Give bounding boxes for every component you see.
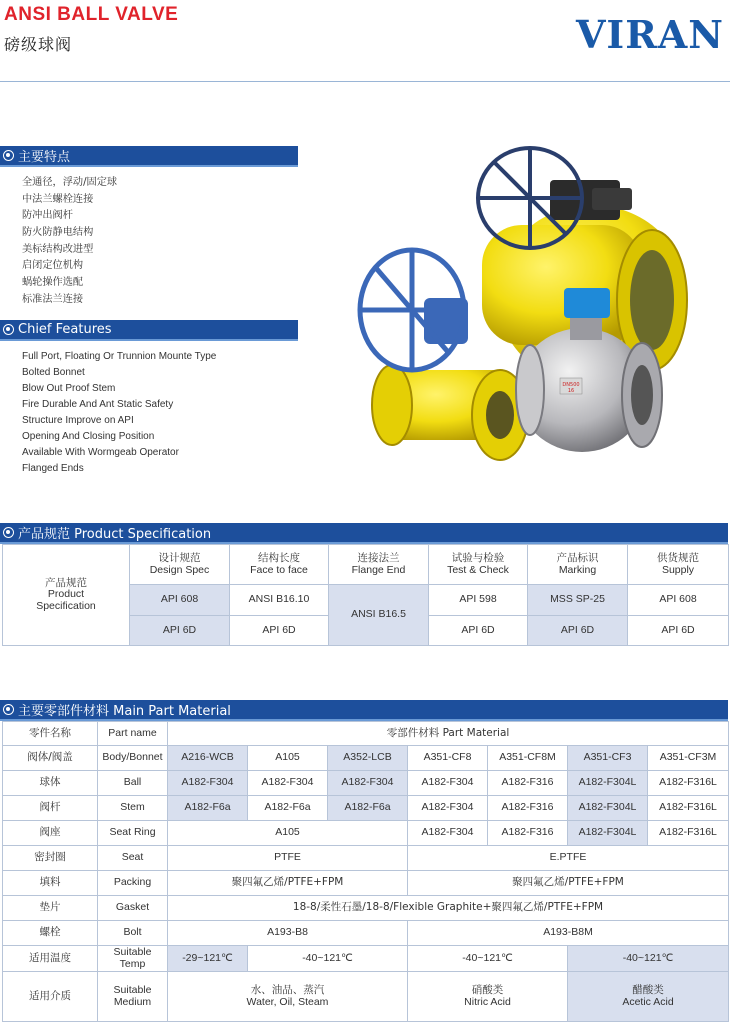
material-cell: A193-B8 (168, 921, 408, 946)
material-cell: 水、油品、蒸汽 Water, Oil, Steam (168, 972, 408, 1022)
row-label-zh: 适用温度 (3, 946, 98, 972)
spec-col-test: 试验与检验 Test & Check (429, 545, 528, 585)
material-cell: A351-CF8M (488, 746, 568, 771)
list-item: Bolted Bonnet (22, 367, 85, 378)
material-cell: A182-F316L (648, 796, 729, 821)
material-cell: A351-CF8 (408, 746, 488, 771)
document-subtitle-zh: 磅级球阀 (4, 35, 73, 54)
material-cell: A182-F304 (328, 771, 408, 796)
handwheel-top (478, 148, 582, 248)
features-zh-heading-bar (0, 146, 298, 167)
material-cell: A182-F304L (568, 771, 648, 796)
row-label-en: Bolt (98, 921, 168, 946)
list-item: Flanged Ends (22, 463, 84, 474)
spec-table (2, 544, 729, 646)
row-label-zh: 密封圈 (3, 846, 98, 871)
material-col-part-en: Part name (98, 722, 168, 746)
material-col-part-zh: 零件名称 (3, 722, 98, 746)
row-label-en: Stem (98, 796, 168, 821)
features-zh-list (22, 175, 117, 309)
row-label-zh: 填料 (3, 871, 98, 896)
material-cell: A182-F316 (488, 821, 568, 846)
row-label-zh: 阀体/阀盖 (3, 746, 98, 771)
spec-cell: API 6D (528, 616, 628, 646)
list-item: 中法兰螺栓连接 (22, 193, 94, 205)
material-cell: 聚四氟乙烯/PTFE+FPM (168, 871, 408, 896)
spec-col-face: 结构长度 Face to face (230, 545, 329, 585)
valve-plate-subtext: 16 (567, 388, 575, 394)
material-cell: 聚四氟乙烯/PTFE+FPM (408, 871, 729, 896)
bullet-icon (3, 324, 14, 335)
material-cell: A351-CF3M (648, 746, 729, 771)
list-item: 防火防静电结构 (22, 227, 94, 239)
row-label-en: Ball (98, 771, 168, 796)
header-divider (0, 81, 730, 82)
material-cell: E.PTFE (408, 846, 729, 871)
material-cell: A182-F6a (168, 796, 248, 821)
material-table (2, 721, 729, 1022)
bullet-icon (3, 527, 14, 538)
spec-cell: API 6D (429, 616, 528, 646)
material-cell: A182-F304 (408, 796, 488, 821)
material-cell: A182-F304 (408, 821, 488, 846)
spec-heading-bar (0, 523, 728, 544)
spec-row-label: 产品规范 Product Specification (3, 545, 130, 646)
material-cell: A182-F304 (248, 771, 328, 796)
row-label-en: Seat Ring (98, 821, 168, 846)
features-en-heading: Chief Features (18, 322, 112, 337)
row-label-en: Gasket (98, 896, 168, 921)
spec-cell: API 6D (628, 616, 729, 646)
material-cell: A182-F304L (568, 821, 648, 846)
spec-cell: API 6D (130, 616, 230, 646)
material-cell: A352-LCB (328, 746, 408, 771)
features-en-heading-bar (0, 320, 298, 341)
row-label-zh: 适用介质 (3, 972, 98, 1022)
material-heading-bar (0, 700, 728, 721)
row-label-zh: 阀杆 (3, 796, 98, 821)
features-zh-heading: 主要特点 (18, 150, 71, 165)
bullet-icon (3, 704, 14, 715)
row-label-en: Packing (98, 871, 168, 896)
material-cell: A182-F316 (488, 771, 568, 796)
material-cell: A351-CF3 (568, 746, 648, 771)
material-cell: A182-F316L (648, 821, 729, 846)
material-cell: 硝酸类 Nitric Acid (408, 972, 568, 1022)
list-item: 蜗轮操作选配 (22, 277, 84, 289)
row-label-en: Seat (98, 846, 168, 871)
list-item: Available With Wormgeab Operator (22, 447, 179, 458)
material-cell: A182-F316L (648, 771, 729, 796)
material-cell: A105 (168, 821, 408, 846)
material-cell: A182-F6a (248, 796, 328, 821)
row-label-en: Suitable Medium (98, 972, 168, 1022)
material-cell: A105 (248, 746, 328, 771)
spec-col-design: 设计规范 Design Spec (130, 545, 230, 585)
spec-cell: API 6D (230, 616, 329, 646)
material-col-material: 零部件材料 Part Material (168, 722, 729, 746)
material-cell: 醋酸类 Acetic Acid (568, 972, 729, 1022)
valve-plate-text: DN500 (562, 382, 580, 388)
row-label-en: Suitable Temp (98, 946, 168, 972)
bullet-icon (3, 150, 14, 161)
list-item: Opening And Closing Position (22, 431, 155, 442)
spec-cell: API 598 (429, 585, 528, 616)
spec-cell: ANSI B16.10 (230, 585, 329, 616)
list-item: Blow Out Proof Stem (22, 383, 116, 394)
brand-logo: VIRAN (575, 12, 724, 57)
row-label-zh: 阀座 (3, 821, 98, 846)
material-cell: A193-B8M (408, 921, 729, 946)
material-cell: -29~121℃ (168, 946, 248, 972)
handwheel-left (360, 250, 464, 370)
spec-col-flange: 连接法兰 Flange End (329, 545, 429, 585)
list-item: 美标结构改进型 (22, 243, 94, 255)
spec-cell: MSS SP-25 (528, 585, 628, 616)
spec-col-marking: 产品标识 Marking (528, 545, 628, 585)
row-label-zh: 球体 (3, 771, 98, 796)
list-item: Fire Durable And Ant Static Safety (22, 399, 174, 410)
list-item: 全通径，浮动/固定球 (22, 177, 118, 188)
material-cell: A182-F304 (168, 771, 248, 796)
spec-cell: API 608 (130, 585, 230, 616)
features-en-list (22, 349, 216, 477)
material-cell: A182-F304 (408, 771, 488, 796)
spec-col-supply: 供货规范 Supply (628, 545, 729, 585)
row-label-zh: 螺栓 (3, 921, 98, 946)
row-label-en: Body/Bonnet (98, 746, 168, 771)
material-cell: A182-F304L (568, 796, 648, 821)
row-label-zh: 垫片 (3, 896, 98, 921)
material-cell: A216-WCB (168, 746, 248, 771)
material-cell: -40~121℃ (568, 946, 729, 972)
list-item: 启闭定位机构 (22, 260, 84, 272)
material-cell: A182-F6a (328, 796, 408, 821)
material-cell: -40~121℃ (248, 946, 408, 972)
material-cell: PTFE (168, 846, 408, 871)
spec-cell: ANSI B16.5 (329, 585, 429, 646)
material-heading: 主要零部件材料 Main Part Material (18, 704, 231, 719)
list-item: 标准法兰连接 (22, 293, 84, 305)
material-cell: 18-8/柔性石墨/18-8/Flexible Graphite+聚四氟乙烯/PTFE+FPM (168, 896, 729, 921)
material-cell: A182-F316 (488, 796, 568, 821)
spec-heading: 产品规范 Product Specification (18, 527, 212, 542)
ball-valve-photo (352, 140, 692, 480)
material-cell: -40~121℃ (408, 946, 568, 972)
list-item: Structure Improve on API (22, 415, 134, 426)
list-item: Full Port, Floating Or Trunnion Mounte Type (22, 351, 217, 362)
document-title: ANSI BALL VALVE (4, 4, 179, 25)
spec-cell: API 608 (628, 585, 729, 616)
list-item: 防冲出阀杆 (22, 210, 73, 222)
